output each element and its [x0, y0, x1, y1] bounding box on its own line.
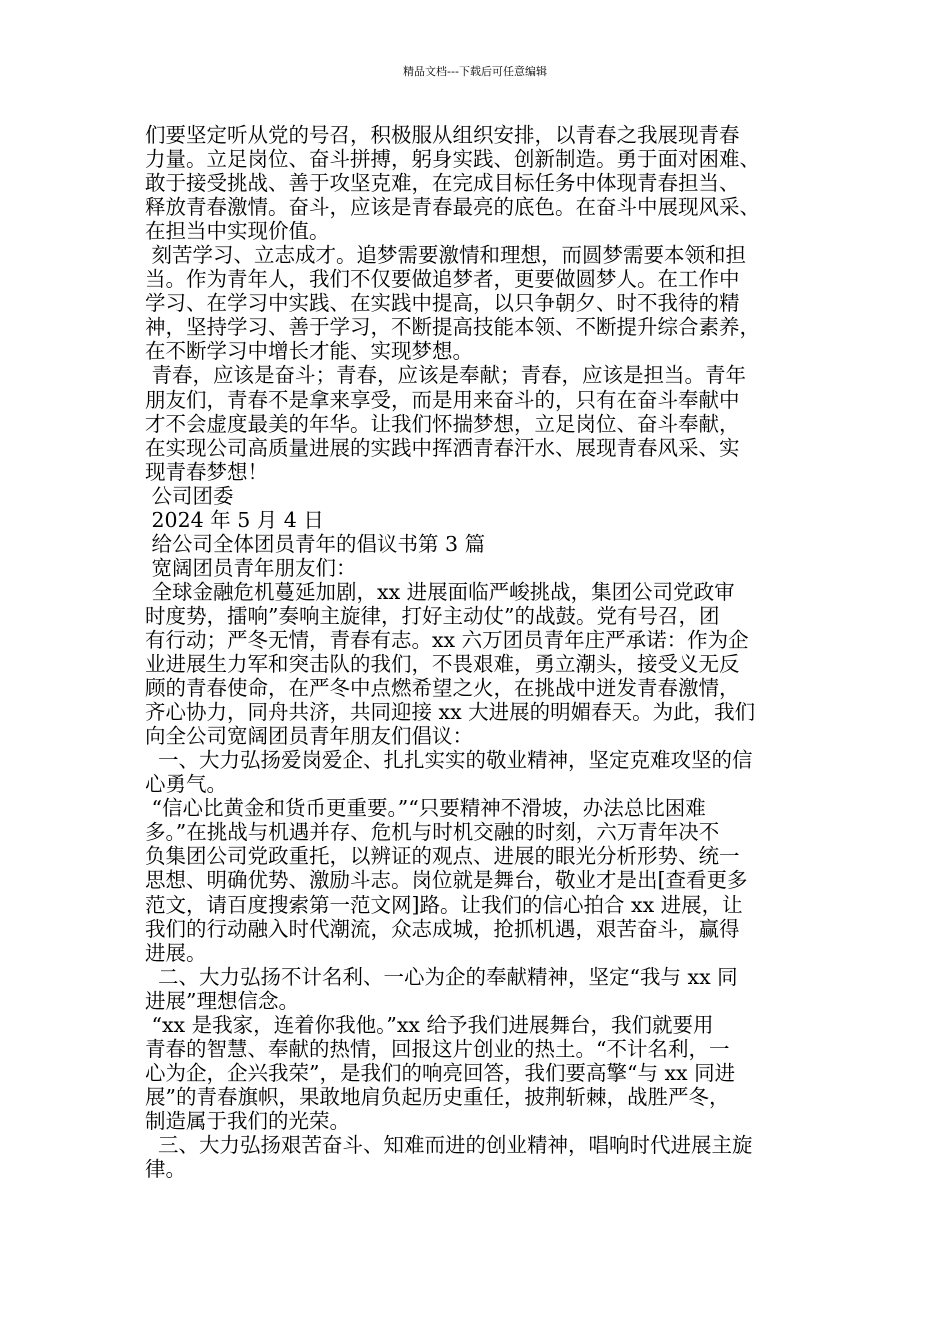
text-line: 负集团公司党政重托，以辨证的观点、进展的眼光分析形势、统一 — [145, 844, 740, 869]
text-line: 业进展生力军和突击队的我们，不畏艰难，勇立潮头，接受义无反 — [145, 652, 740, 677]
text-line: 我们的行动融入时代潮流，众志成城，抢抓机遇，艰苦奋斗，赢得 — [145, 916, 740, 941]
text-line: 时度势，擂响”奏响主旋律，打好主动仗”的战鼓。党有号召，团 — [145, 603, 720, 628]
text-line: 心勇气。 — [145, 772, 227, 797]
text-line: 公司团委 — [145, 483, 234, 508]
text-line: 刻苦学习、立志成才。追梦需要激情和理想，而圆梦需要本领和担 — [145, 243, 747, 268]
document-body — [145, 123, 815, 1181]
text-line: 们要坚定听从党的号召，积极服从组织安排，以青春之我展现青春 — [145, 123, 740, 147]
text-line: 制造属于我们的光荣。 — [145, 1108, 350, 1133]
text-line: 2024 年 5 月 4 日 — [145, 507, 324, 532]
text-line: 进展。 — [145, 940, 207, 965]
text-line: 给公司全体团员青年的倡议书第 3 篇 — [145, 531, 486, 556]
text-line: 学习、在学习中实践、在实践中提高，以只争朝夕、时不我待的精 — [145, 291, 740, 316]
page-header: 精品文档---下载后可任意编辑 — [403, 65, 547, 78]
text-line: 青春的智慧、奉献的热情，回报这片创业的热土。“不计名利，一 — [145, 1036, 730, 1061]
text-line: 神，坚持学习、善于学习，不断提高技能本领、不断提升综合素养， — [145, 315, 760, 340]
text-line: 多。”在挑战与机遇并存、危机与时机交融的时刻，六万青年决不 — [145, 820, 720, 845]
text-line: 齐心协力，同舟共济，共同迎接 xx 大进展的明媚春天。为此，我们 — [145, 700, 756, 725]
text-line: 宽阔团员青年朋友们： — [145, 555, 357, 580]
text-line: 三、大力弘扬艰苦奋斗、知难而进的创业精神，唱响时代进展主旋 — [145, 1132, 753, 1157]
text-line: 律。 — [145, 1157, 186, 1182]
text-line: 一、大力弘扬爱岗爱企、扎扎实实的敬业精神，坚定克难攻坚的信 — [145, 748, 753, 773]
text-line: 在实现公司高质量进展的实践中挥洒青春汗水、展现青春风采、实 — [145, 435, 740, 460]
text-line: 心为企，企兴我荣”，是我们的响亮回答，我们要高擎“与 xx 同进 — [145, 1060, 736, 1085]
text-line: 才不会虚度最美的年华。让我们怀揣梦想，立足岗位、奋斗奉献， — [145, 411, 740, 436]
text-line: 进展”理想信念。 — [145, 988, 299, 1013]
text-line: 现青春梦想！ — [145, 459, 268, 484]
text-line: “信心比黄金和货币更重要。”“只要精神不滑坡，办法总比困难 — [145, 796, 706, 821]
text-line: 有行动；严冬无情，青春有志。xx 六万团员青年庄严承诺：作为企 — [145, 627, 749, 652]
text-line: 释放青春激情。奋斗，应该是青春最亮的底色。在奋斗中展现风采、 — [145, 195, 760, 220]
text-line: 二、大力弘扬不计名利、一心为企的奉献精神，坚定“我与 xx 同 — [145, 964, 738, 989]
text-line: 向全公司宽阔团员青年朋友们倡议： — [145, 724, 473, 749]
text-line: 范文，请百度搜索第一范文网]路。让我们的信心拍合 xx 进展，让 — [145, 892, 743, 917]
text-line: 全球金融危机蔓延加剧，xx 进展面临严峻挑战，集团公司党政审 — [145, 579, 735, 604]
text-line: 在不断学习中增长才能、实现梦想。 — [145, 339, 473, 364]
text-line: 青春，应该是奋斗；青春，应该是奉献；青春，应该是担当。青年 — [145, 363, 747, 388]
text-line: 敢于接受挑战、善于攻坚克难，在完成目标任务中体现青春担当、 — [145, 171, 740, 196]
text-line: 力量。立足岗位、奋斗拼搏，躬身实践、创新制造。勇于面对困难、 — [145, 147, 760, 172]
text-line: 顾的青春使命，在严冬中点燃希望之火，在挑战中迸发青春激情， — [145, 676, 740, 701]
text-line: 在担当中实现价值。 — [145, 219, 330, 244]
text-line: 朋友们，青春不是拿来享受，而是用来奋斗的，只有在奋斗奉献中 — [145, 387, 740, 412]
text-line: 思想、明确优势、激励斗志。岗位就是舞台，敬业才是出[查看更多 — [145, 868, 748, 893]
text-line: “xx 是我家，连着你我他。”xx 给予我们进展舞台，我们就要用 — [145, 1012, 714, 1037]
text-line: 展”的青春旗帜，果敢地肩负起历史重任，披荆斩棘，战胜严冬， — [145, 1084, 730, 1109]
text-line: 当。作为青年人，我们不仅要做追梦者，更要做圆梦人。在工作中 — [145, 267, 740, 292]
